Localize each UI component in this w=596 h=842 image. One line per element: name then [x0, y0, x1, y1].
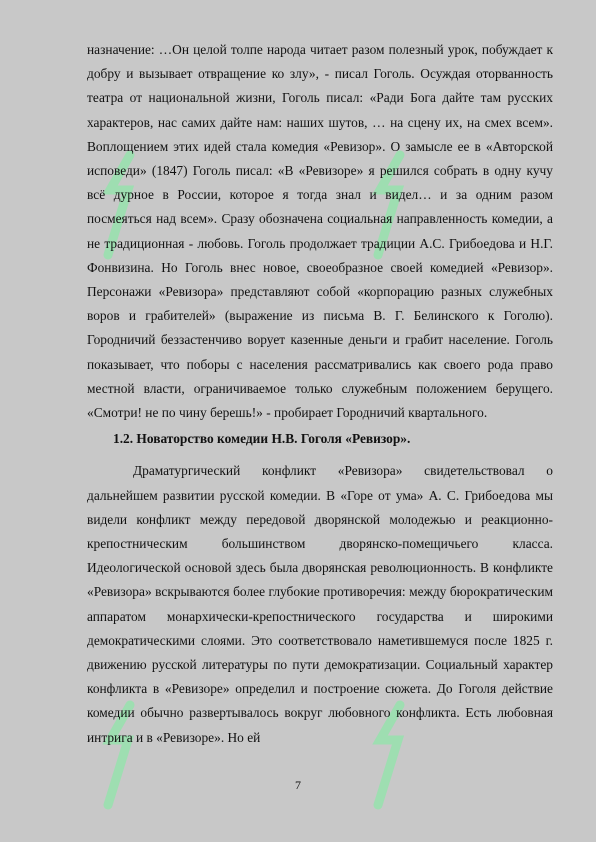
page-number: 7: [295, 778, 301, 792]
section-heading: 1.2. Новаторство комедии Н.В. Гоголя «Ревизор».: [113, 431, 411, 447]
paragraph-2: Драматургический конфликт «Ревизора» свидетельствовал о дальнейшем развитии русской комедии. В «Горе от ума» А. С. Грибоедова мы видели конфликт между передовой дворянской молодежью и реакционно-крепостническим большинством дворянско-помещичьего класса. Идеологической основой здесь была дворянская революционность. В конфликте «Ревизора» вскрываются более глубокие противоречия: между бюрократическим аппаратом монархически-крепостнического государства и широкими демократическими слоями. Это соответствовало наметившемуся после 1825 г. движению русской литературы по пути демократизации. Социальный характер конфликта в «Ревизоре» определил и построение сюжета. До Гоголя действие комедии обычно развертывалось вокруг любовного конфликта. Есть любовная интрига и в «Ревизоре». Но ей: [87, 463, 553, 745]
body-text: [87, 38, 553, 750]
paragraph-1: назначение: …Он целой толпе народа читает разом полезный урок, побуждает к добру и вызывает отвращение ко злу», - писал Гоголь. Осуждая оторванность театра от национальной жизни, Гоголь писал: «Ради Бога дайте там русских характеров, нас самих дайте нам: наших шутов, … на сцену их, на смех всем». Воплощением этих идей стала комедия «Ревизор». О замысле ее в «Авторской исповеди» (1847) Гоголь писал: «В «Ревизоре» я решился собрать в одну кучу всё дурное в России, которое я тогда знал и видел… и за одним разом посмеяться над всем». Сразу обозначена социальная направленность комедии, а не традиционная - любовь. Гоголь продолжает традиции А.С. Грибоедова и Н.Г. Фонвизина. Но Гоголь внес новое, своеобразное своей комедией «Ревизор». Персонажи «Ревизора» представляют собой «корпорацию разных служебных воров и грабителей» (выражение из письма В. Г. Белинского к Гоголю). Городничий беззастенчиво ворует казенные деньги и грабит население. Гоголь показывает, что поборы с населения рассматривались как своего рода право местной власти, ограничиваемое только служебным положением берущего. «Смотри! не по чину берешь!» - пробирает Городничий квартального.: [87, 42, 553, 421]
